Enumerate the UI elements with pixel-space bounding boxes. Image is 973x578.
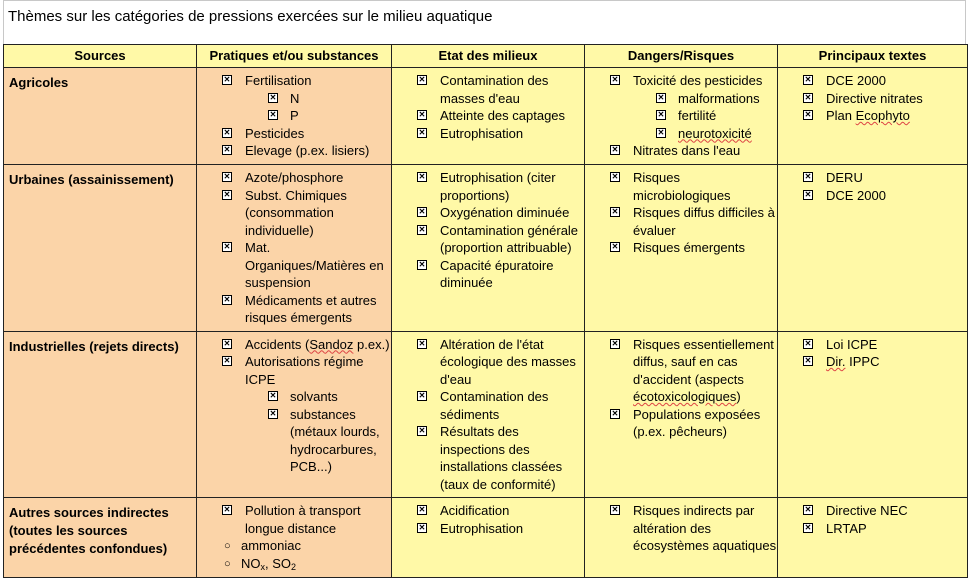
checked-box-icon: ✕ [223, 505, 231, 514]
item-text: Dir. IPPC [826, 354, 880, 369]
item-text: N [290, 90, 300, 106]
item-text: fertilité [678, 108, 717, 123]
item-text: Atteinte des captages [440, 108, 566, 123]
etat-cell [392, 498, 585, 578]
item-text: Autorisations régime ICPE [245, 354, 364, 387]
header-sources: Sources [4, 45, 197, 68]
list-item [778, 187, 967, 205]
checked-box-icon: ✕ [657, 110, 665, 119]
checked-box-icon: ✕ [269, 110, 277, 119]
list-item [778, 520, 967, 538]
dangers-cell [585, 165, 778, 332]
list-item [585, 142, 777, 160]
checked-box-icon: ✕ [223, 172, 231, 181]
header-textes: Principaux textes [778, 45, 968, 68]
textes-cell [778, 498, 968, 578]
checked-box-icon: ✕ [269, 408, 277, 418]
list-item [585, 72, 777, 90]
list-item [197, 187, 391, 240]
checked-box-icon: ✕ [804, 92, 812, 102]
item-text: ammoniac [241, 538, 301, 553]
list-item [392, 107, 584, 125]
checked-box-icon: ✕ [804, 522, 812, 532]
list-item [392, 502, 584, 520]
etat-cell [392, 331, 585, 498]
item-text: Contamination générale (proportion attribuable) [440, 222, 579, 255]
pratiques-list [197, 165, 391, 331]
list-item [197, 502, 391, 537]
checked-box-icon: ✕ [804, 75, 812, 84]
list-item [392, 388, 584, 423]
item-text: Médicaments et autres risques émergents [245, 292, 377, 325]
textes-list [778, 332, 967, 375]
list-item [197, 406, 391, 476]
item-text: Subst. Chimiques (consommation individuelle) [245, 187, 347, 238]
item-text: Loi ICPE [826, 336, 878, 352]
checked-box-icon: ✕ [611, 172, 619, 181]
item-text: Risques essentiellement diffus, sauf en cas d'accident (aspects écotoxicologiques) [633, 336, 774, 404]
checked-box-icon: ✕ [223, 145, 231, 154]
list-item [585, 204, 777, 239]
etat-list [392, 332, 584, 498]
dangers-cell [585, 68, 778, 165]
checked-box-icon: ✕ [804, 338, 812, 348]
source-cell: Agricoles [4, 68, 197, 165]
list-item [778, 336, 967, 354]
item-text: Elevage (p.ex. lisiers) [245, 143, 370, 158]
circle-bullet-icon: ○ [224, 557, 231, 570]
textes-cell [778, 68, 968, 165]
header-dangers: Dangers/Risques [585, 45, 778, 68]
list-item [585, 502, 777, 555]
etat-cell [392, 68, 585, 165]
list-item [778, 169, 967, 187]
pratiques-cell [197, 68, 392, 165]
list-item [585, 336, 777, 406]
header-etat: Etat des milieux [392, 45, 585, 68]
item-text: Eutrophisation [440, 125, 524, 141]
checked-box-icon: ✕ [418, 522, 426, 532]
item-text: Pesticides [245, 125, 305, 141]
checked-box-icon: ✕ [223, 294, 231, 304]
item-text: Pollution à transport longue distance [245, 503, 361, 536]
checked-box-icon: ✕ [611, 408, 619, 418]
list-item [778, 502, 967, 520]
list-item [392, 222, 584, 257]
list-item [585, 169, 777, 204]
checked-box-icon: ✕ [223, 189, 231, 199]
item-text: substances (métaux lourds, hydrocarbures, PCB...) [290, 406, 380, 474]
checked-box-icon: ✕ [418, 391, 426, 400]
item-text: Risques diffus difficiles à évaluer [633, 205, 775, 238]
checked-box-icon: ✕ [418, 127, 426, 137]
item-text: Résultats des inspections des installations classées (taux de conformité) [440, 424, 563, 492]
pressions-table [3, 44, 968, 578]
list-item [197, 142, 391, 160]
checked-box-icon: ✕ [223, 242, 231, 251]
item-text: Directive NEC [826, 503, 908, 518]
list-item [197, 169, 391, 187]
etat-list [392, 498, 584, 541]
list-item [585, 90, 777, 108]
list-item [197, 555, 391, 573]
checked-box-icon: ✕ [418, 259, 426, 269]
list-item [392, 204, 584, 222]
list-item [778, 90, 967, 108]
list-item [197, 107, 391, 125]
item-text: Nitrates dans l'eau [633, 143, 741, 158]
pratiques-list [197, 498, 391, 576]
textes-list [778, 68, 967, 129]
list-item [197, 388, 391, 406]
table-row [4, 165, 968, 332]
list-item [392, 520, 584, 538]
item-text: Toxicité des pesticides [633, 73, 763, 88]
pratiques-cell [197, 331, 392, 498]
textes-list [778, 498, 967, 541]
etat-list [392, 165, 584, 296]
item-text: neurotoxicité [678, 125, 752, 141]
item-text: Eutrophisation [440, 520, 524, 536]
list-item [197, 72, 391, 90]
header-row [4, 45, 968, 68]
checked-box-icon: ✕ [269, 391, 277, 400]
item-text: Risques émergents [633, 240, 745, 255]
pratiques-cell [197, 165, 392, 332]
list-item [778, 353, 967, 371]
textes-cell [778, 165, 968, 332]
checked-box-icon: ✕ [223, 127, 231, 137]
checked-box-icon: ✕ [223, 338, 231, 348]
checked-box-icon: ✕ [804, 189, 812, 199]
textes-list [778, 165, 967, 208]
checked-box-icon: ✕ [418, 207, 426, 216]
list-item [585, 107, 777, 125]
checked-box-icon: ✕ [418, 338, 426, 348]
item-text: Fertilisation [245, 73, 312, 88]
dangers-list [585, 165, 777, 261]
dangers-list [585, 332, 777, 445]
checked-box-icon: ✕ [223, 356, 231, 365]
item-text: malformations [678, 90, 760, 106]
source-cell: Autres sources indirectes (toutes les sources précédentes confondues) [4, 498, 197, 578]
pratiques-list [197, 68, 391, 164]
item-text: LRTAP [826, 520, 867, 536]
list-item [392, 72, 584, 107]
checked-box-icon: ✕ [418, 505, 426, 514]
checked-box-icon: ✕ [611, 75, 619, 84]
item-text: Altération de l'état écologique des masses d'eau [440, 336, 576, 387]
checked-box-icon: ✕ [611, 338, 619, 348]
item-text: P [290, 108, 299, 123]
item-text: DCE 2000 [826, 187, 886, 203]
source-cell: Industrielles (rejets directs) [4, 331, 197, 498]
list-item [197, 292, 391, 327]
item-text: Directive nitrates [826, 90, 923, 106]
table-row [4, 331, 968, 498]
list-item [197, 239, 391, 292]
checked-box-icon: ✕ [611, 207, 619, 216]
item-text: DCE 2000 [826, 73, 886, 88]
list-item [197, 125, 391, 143]
list-item [392, 257, 584, 292]
item-text: solvants [290, 389, 338, 404]
checked-box-icon: ✕ [418, 224, 426, 234]
checked-box-icon: ✕ [804, 356, 812, 365]
item-text: Eutrophisation (citer proportions) [440, 170, 556, 203]
item-text: Risques microbiologiques [633, 170, 731, 203]
dangers-list [585, 498, 777, 559]
dangers-cell [585, 331, 778, 498]
etat-list [392, 68, 584, 146]
textes-cell [778, 331, 968, 498]
list-item [585, 239, 777, 257]
checked-box-icon: ✕ [269, 92, 277, 102]
page-title: Thèmes sur les catégories de pressions exercées sur le milieu aquatique [3, 0, 966, 44]
checked-box-icon: ✕ [657, 127, 665, 137]
item-text: Azote/phosphore [245, 170, 344, 185]
checked-box-icon: ✕ [418, 75, 426, 84]
item-text: Populations exposées (p.ex. pêcheurs) [633, 406, 761, 439]
item-text: Acidification [440, 503, 510, 518]
checked-box-icon: ✕ [418, 172, 426, 181]
item-text: Contamination des sédiments [440, 389, 549, 422]
list-item [197, 336, 391, 354]
pratiques-cell [197, 498, 392, 578]
dangers-list [585, 68, 777, 164]
table-row [4, 498, 968, 578]
item-text: Risques indirects par altération des écosystèmes aquatiques [633, 503, 777, 553]
dangers-cell [585, 498, 778, 578]
checked-box-icon: ✕ [223, 75, 231, 84]
checked-box-icon: ✕ [804, 505, 812, 514]
circle-bullet-icon: ○ [224, 540, 231, 552]
checked-box-icon: ✕ [418, 426, 426, 435]
list-item [392, 169, 584, 204]
source-cell: Urbaines (assainissement) [4, 165, 197, 332]
item-text: Capacité épuratoire diminuée [440, 257, 554, 290]
list-item [392, 423, 584, 493]
checked-box-icon: ✕ [611, 242, 619, 251]
header-pratiques: Pratiques et/ou substances [197, 45, 392, 68]
checked-box-icon: ✕ [611, 145, 619, 154]
item-text: Plan Ecophyto [826, 108, 910, 123]
list-item [585, 125, 777, 143]
list-item [392, 125, 584, 143]
item-text: Accidents (Sandoz p.ex.) [245, 336, 390, 352]
list-item [392, 336, 584, 389]
list-item [197, 537, 391, 555]
list-item [778, 107, 967, 125]
checked-box-icon: ✕ [611, 505, 619, 514]
item-text: Mat. Organiques/Matières en suspension [245, 240, 384, 290]
etat-cell [392, 165, 585, 332]
checked-box-icon: ✕ [418, 110, 426, 119]
list-item [197, 353, 391, 388]
checked-box-icon: ✕ [657, 92, 665, 102]
item-text: Oxygénation diminuée [440, 205, 570, 220]
list-item [197, 90, 391, 108]
checked-box-icon: ✕ [804, 172, 812, 181]
item-text: Contamination des masses d'eau [440, 73, 549, 106]
table-row [4, 68, 968, 165]
list-item [585, 406, 777, 441]
checked-box-icon: ✕ [804, 110, 812, 119]
item-text: DERU [826, 170, 863, 185]
list-item [778, 72, 967, 90]
item-text: $NO_x$, $SO_2$ [241, 555, 297, 572]
pratiques-list [197, 332, 391, 480]
